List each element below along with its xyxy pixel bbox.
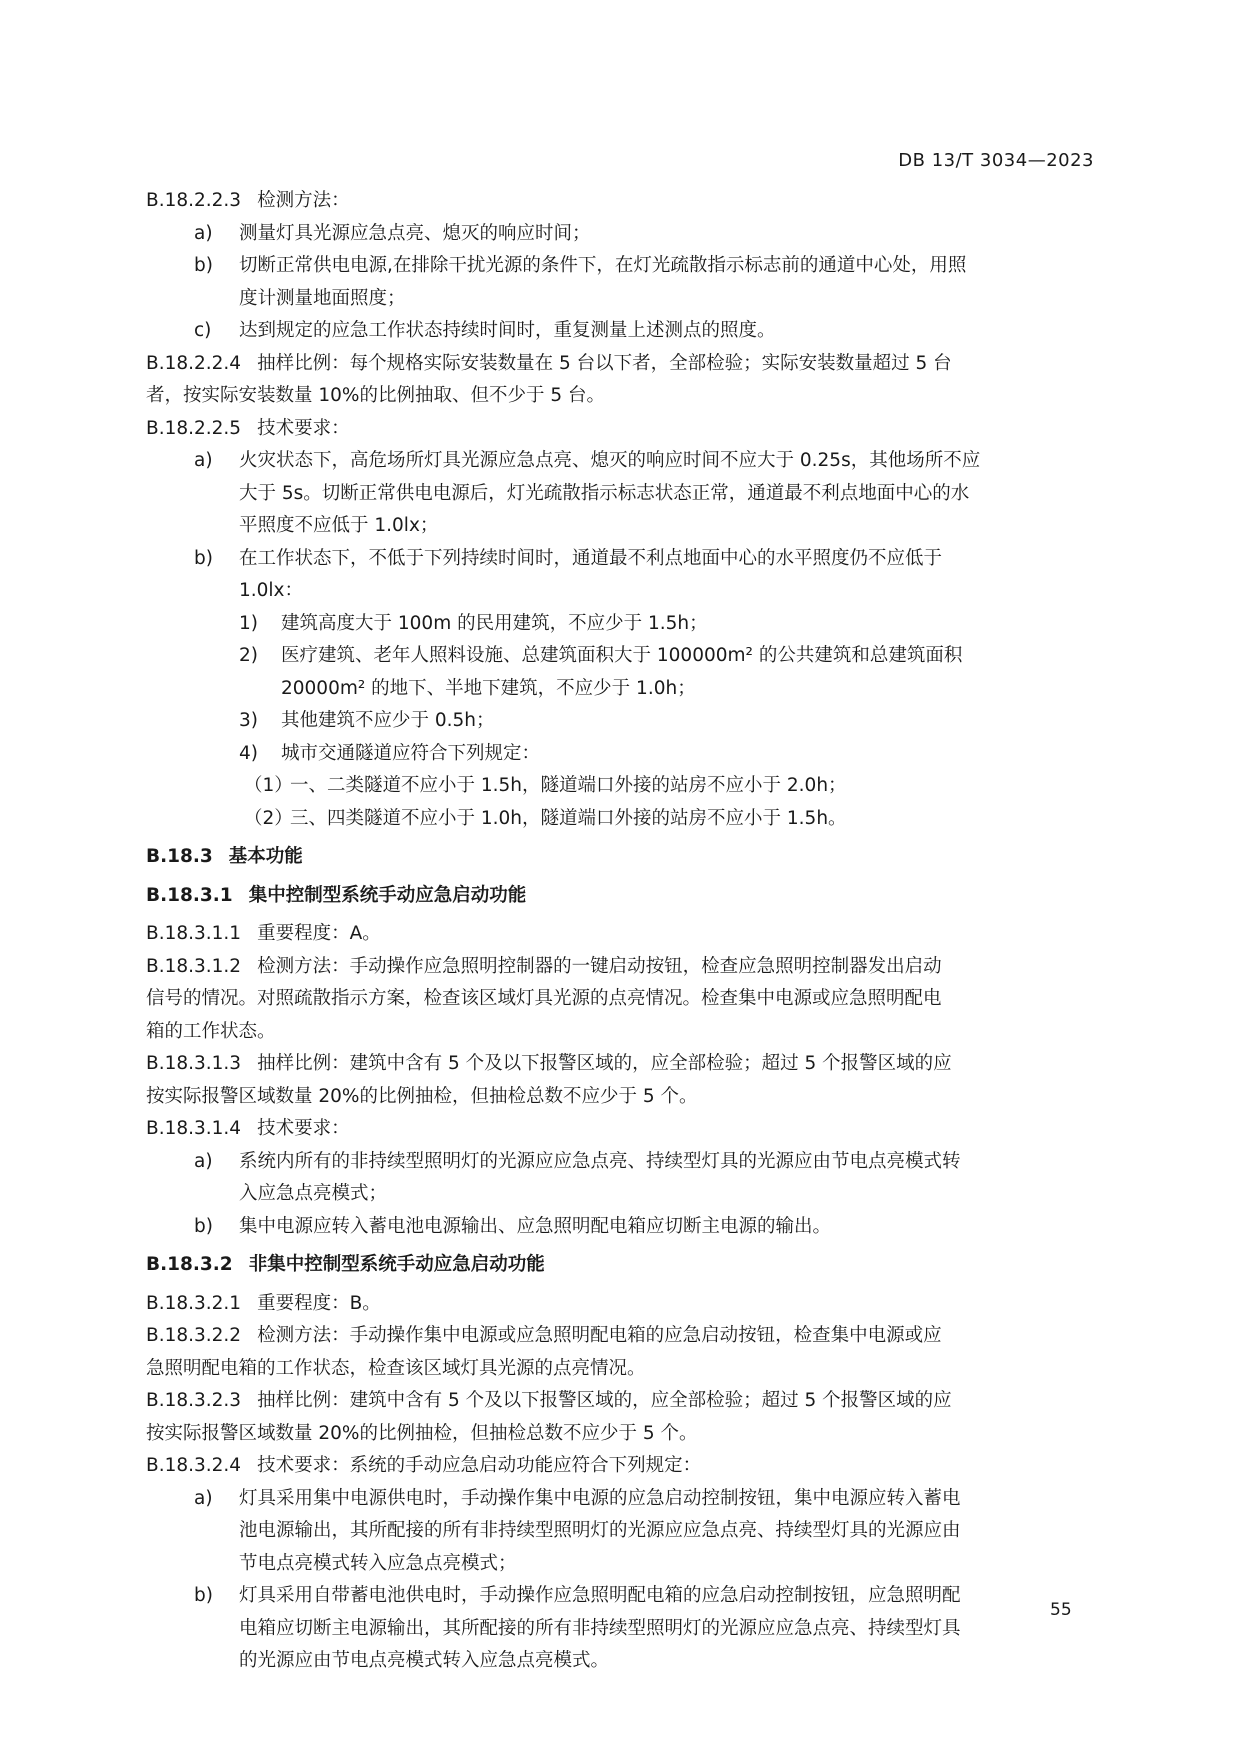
- section-heading: B.18.3 基本功能: [146, 846, 303, 867]
- paren-item: （2） 三、四类隧道不应小于 1.0h，隧道端口外接的站房不应小于 1.5h。: [244, 807, 847, 829]
- subsection-heading: B.18.3.1 集中控制型系统手动应急启动功能: [146, 884, 527, 906]
- standard-code: DB 13/T 3034—2023: [898, 150, 1094, 171]
- list-item: b) 灯具采用自带蓄电池供电时，手动操作应急照明配电箱的应急启动控制按钮，应急照明配 电箱应切断主电源输出，其所配接的所有非持续型照明灯的光源应应急点亮、持续型灯具 的光源应由节电点亮模式转入应急点亮模式。: [194, 1585, 961, 1671]
- sub-item: 3) 其他建筑不应少于 0.5h；: [239, 710, 495, 731]
- clause-b18313: B.18.3.1.3 抽样比例：建筑中含有 5 个及以下报警区域的，应全部检验；超过 5 个报警区域的应 按实际报警区域数量 20%的比例抽检，但抽检总数不应少于 5 个。: [146, 1053, 952, 1107]
- list-item: b) 切断正常供电电源,在排除干扰光源的条件下，在灯光疏散指示标志前的通道中心处，用照 度计测量地面照度；: [194, 255, 967, 309]
- subsection-heading: B.18.3.2 非集中控制型系统手动应急启动功能: [146, 1254, 545, 1275]
- list-item: c) 达到规定的应急工作状态持续时间时，重复测量上述测点的照度。: [194, 320, 776, 341]
- page-number: 55: [1050, 1600, 1072, 1620]
- list-item: a) 系统内所有的非持续型照明灯的光源应应急点亮、持续型灯具的光源应由节电点亮模式转 入应急点亮模式；: [194, 1150, 961, 1204]
- paren-item: （1） 一、二类隧道不应小于 1.5h，隧道端口外接的站房不应小于 2.0h；: [244, 775, 847, 796]
- clause-b182224: B.18.2.2.4 抽样比例：每个规格实际安装数量在 5 台以下者，全部检验；实际安装数量超过 5 台 者，按实际安装数量 10%的比例抽取、但不少于 5 台。: [146, 352, 952, 406]
- clause-b18314: B.18.3.1.4 技术要求：: [146, 1118, 350, 1139]
- sub-item: 1) 建筑高度大于 100m 的民用建筑，不应少于 1.5h；: [239, 612, 708, 634]
- document-body: [146, 185, 1094, 1678]
- sub-item: 4) 城市交通隧道应符合下列规定：: [239, 742, 541, 764]
- list-item: a) 灯具采用集中电源供电时，手动操作集中电源的应急启动控制按钮，集中电源应转入蓄电 池电源输出，其所配接的所有非持续型照明灯的光源应应急点亮、持续型灯具的光源应由 节电点亮模式转入应急点亮模式；: [194, 1487, 961, 1574]
- clause-b18322: B.18.3.2.2 检测方法：手动操作集中电源或应急照明配电箱的应急启动按钮，检查集中电源或应 急照明配电箱的工作状态，检查该区域灯具光源的点亮情况。: [146, 1325, 942, 1379]
- clause-b18323: B.18.3.2.3 抽样比例：建筑中含有 5 个及以下报警区域的，应全部检验；超过 5 个报警区域的应 按实际报警区域数量 20%的比例抽检，但抽检总数不应少于 5 个。: [146, 1390, 952, 1444]
- clause-b182223: B.18.2.2.3 检测方法：: [146, 190, 350, 211]
- list-item: b) 集中电源应转入蓄电池电源输出、应急照明配电箱应切断主电源的输出。: [194, 1215, 832, 1237]
- clause-b18324: B.18.3.2.4 技术要求：系统的手动应急启动功能应符合下列规定：: [146, 1455, 702, 1476]
- clause-b182225: B.18.2.2.5 技术要求：: [146, 417, 350, 439]
- list-item: a) 测量灯具光源应急点亮、熄灭的响应时间；: [194, 222, 591, 244]
- clause-b18311: B.18.3.1.1 重要程度：A。: [146, 923, 381, 944]
- list-item: b) 在工作状态下，不低于下列持续时间时，通道最不利点地面中心的水平照度仍不应低于 1.0lx：: [194, 547, 943, 601]
- clause-b18312: B.18.3.1.2 检测方法：手动操作应急照明控制器的一键启动按钮，检查应急照明控制器发出启动 信号的情况。对照疏散指示方案，检查该区域灯具光源的点亮情况。检查集中电源或应急照明配电 箱的工作状态。: [146, 955, 942, 1042]
- sub-item: 2) 医疗建筑、老年人照料设施、总建筑面积大于 100000m² 的公共建筑和总建筑面积 20000m² 的地下、半地下建筑，不应少于 1.0h；: [239, 645, 963, 699]
- clause-b18321: B.18.3.2.1 重要程度：B。: [146, 1292, 381, 1314]
- list-item: a) 火灾状态下，高危场所灯具光源应急点亮、熄灭的响应时间不应大于 0.25s，其他场所不应 大于 5s。切断正常供电电源后，灯光疏散指示标志状态正常，通道最不利点地面中心的水 平照度不应低于 1.0lx；: [194, 450, 981, 536]
